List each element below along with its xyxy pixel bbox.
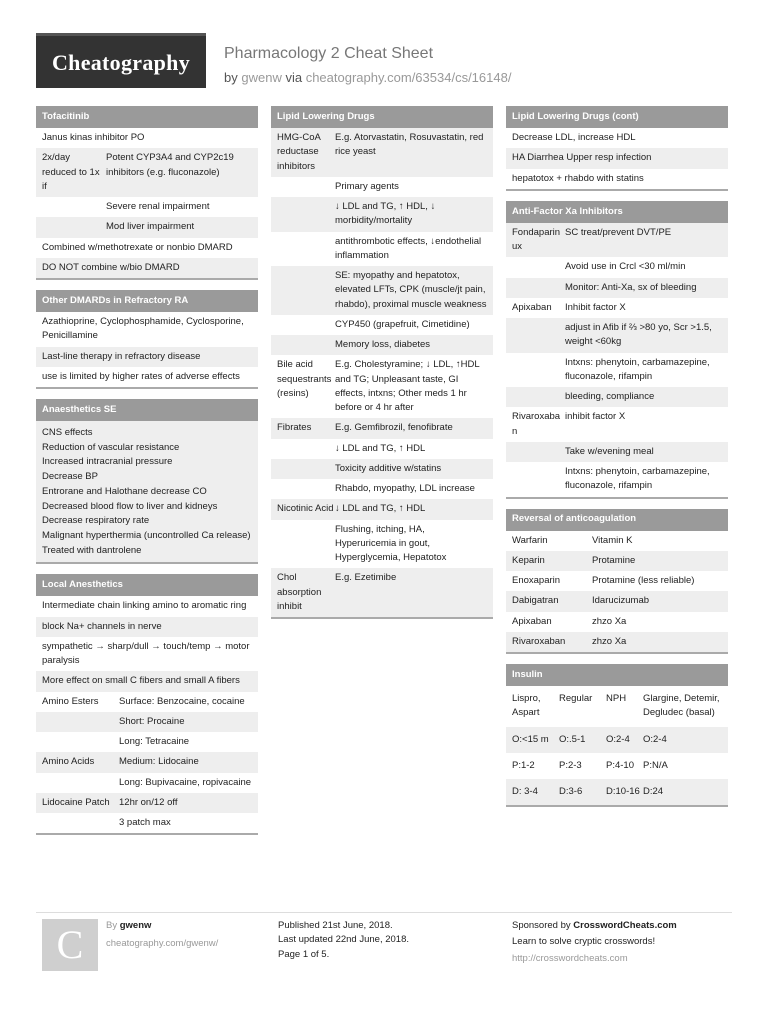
cell: ↓ LDL and TG, ↑ HDL (335, 442, 426, 454)
cell: zhzo Xa (592, 615, 627, 627)
section-title: Lipid Lowering Drugs (271, 106, 493, 128)
cell-empty (277, 318, 335, 332)
footer-sponsor (512, 919, 677, 966)
table-row (36, 217, 258, 237)
cell: E.g. Atorvastatin, Rosuvastatin, red rice yeast (335, 132, 484, 158)
cell: Toxicity additive w/statins (335, 462, 442, 474)
section-other-dmards (36, 290, 258, 389)
sponsor-url[interactable]: http://crosswordcheats.com (512, 952, 628, 964)
cell: Lispro, Aspart (512, 693, 541, 719)
cell: Monitor: Anti-Xa, sx of bleeding (565, 281, 697, 293)
cell-empty (512, 390, 565, 404)
cell-empty (277, 338, 335, 352)
section-reversal-anticoagulation (506, 509, 728, 655)
cell: Enoxaparin (512, 575, 561, 586)
updated-date: Last updated 22nd June, 2018. (278, 934, 410, 946)
cell: SC treat/prevent DVT/PE (565, 226, 672, 238)
cell: Bile acid sequestrants (resins) (277, 359, 332, 399)
table-row (271, 197, 493, 232)
cell: DO NOT combine w/bio DMARD (42, 261, 180, 273)
cell: Idarucizumab (592, 595, 650, 607)
table-row (506, 727, 728, 753)
cell: E.g. Ezetimibe (335, 572, 397, 584)
cell: Primary agents (335, 180, 399, 192)
column-1 (36, 106, 258, 845)
section-title: Tofacitinib (36, 106, 258, 128)
cell: More effect on small C fibers and small A fibers (42, 675, 240, 687)
byline-via: via (285, 70, 303, 85)
text-block (36, 421, 258, 562)
table-row (271, 520, 493, 569)
cell: Regular (559, 693, 593, 704)
cell: Chol absorption inhibit (277, 572, 322, 612)
cell: 2x/day reduced to 1x if (42, 152, 100, 192)
cell: E.g. Cholestyramine; ↓ LDL, ↑HDL and TG; Unpleasant taste, GI effects, intxns; Other meds 1 hr before or 4 hr after (335, 359, 480, 413)
section-title: Local Anesthetics (36, 574, 258, 596)
cell: Potent CYP3A4 and CYP2c19 inhibitors (e.g. fluconazole) (106, 152, 234, 178)
cell: Rivaroxaban (512, 635, 566, 647)
table-row (36, 712, 258, 732)
sheet-url-link[interactable]: cheatography.com/63534/cs/16148/ (305, 70, 512, 85)
cell: CYP450 (grapefruit, Cimetidine) (335, 318, 470, 330)
section-local-anesthetics (36, 574, 258, 835)
section-title: Other DMARDs in Refractory RA (36, 290, 258, 312)
cell: Glargine, Detemir, Degludec (basal) (643, 693, 720, 719)
list-item: Treated with dantrolene (42, 544, 142, 556)
table-row (506, 753, 728, 779)
section-lipid-lowering-cont (506, 106, 728, 191)
list-item: Decreased blood flow to liver and kidneys (42, 500, 218, 512)
page-footer (36, 912, 732, 982)
cell: O:<15 m (512, 733, 549, 745)
cell: P:4-10 (606, 759, 634, 771)
table-row (36, 367, 258, 387)
table-row (271, 418, 493, 438)
table-row (36, 813, 258, 833)
cell: Mod liver impairment (106, 221, 195, 233)
list-item: Reduction of vascular resistance (42, 441, 180, 453)
cell-empty (512, 445, 565, 459)
table-row (271, 568, 493, 617)
cell-empty (42, 816, 119, 830)
table-row (506, 169, 728, 189)
cell-empty (42, 200, 106, 214)
cell: 12hr on/12 off (119, 796, 178, 808)
table-row (271, 355, 493, 418)
author-link[interactable]: gwenw (241, 70, 282, 85)
table-row (506, 407, 728, 442)
cell: sympathetic → sharp/dull → touch/temp → motor paralysis (42, 640, 250, 667)
cell: Inhibit factor X (565, 301, 626, 313)
cell: D: 3-4 (512, 786, 538, 797)
cell: inhibit factor X (565, 411, 626, 423)
cell: ↓ LDL and TG, ↑ HDL, ↓ morbidity/mortality (335, 201, 436, 227)
column-3 (506, 106, 728, 817)
cell: HMG-CoA reductase inhibitors (277, 132, 321, 172)
cell: Intxns: phenytoin, carbamazepine, fluconazole, rifampin (565, 356, 710, 382)
table-row (506, 148, 728, 168)
footer-by: By (106, 920, 118, 931)
table-row (36, 197, 258, 217)
cell: Short: Procaine (119, 715, 185, 727)
cell-empty (277, 235, 335, 264)
table-row (271, 439, 493, 459)
table-row (506, 551, 728, 571)
cell: O:.5-1 (559, 733, 586, 745)
cell-empty (277, 269, 335, 312)
title-block (224, 42, 511, 88)
table-row (36, 732, 258, 752)
table-row (271, 232, 493, 267)
cell: D:3-6 (559, 786, 583, 797)
cell: Janus kinas inhibitor PO (42, 132, 145, 143)
cell-empty (42, 715, 119, 729)
page-title: Pharmacology 2 Cheat Sheet (224, 45, 434, 62)
cell: Intxns: phenytoin, carbamazepine, fluconazole, rifampin (565, 466, 710, 492)
table-row (506, 612, 728, 632)
cell: use is limited by higher rates of adverse effects (42, 370, 240, 382)
table-row (506, 298, 728, 318)
page-header (36, 36, 732, 88)
cell: D:24 (643, 786, 664, 797)
cell: O:2-4 (606, 733, 630, 745)
footer-dates (278, 919, 409, 962)
table-row (271, 479, 493, 499)
cell: Apixaban (512, 301, 552, 313)
table-row (36, 671, 258, 691)
table-row (271, 128, 493, 177)
cell: 3 patch max (119, 817, 171, 829)
cell-empty (277, 442, 335, 456)
cell: Nicotinic Acid (277, 503, 334, 515)
sponsor-link[interactable]: CrosswordCheats.com (573, 920, 677, 931)
table-row (36, 617, 258, 637)
footer-author (106, 919, 218, 952)
section-title: Anti-Factor Xa Inhibitors (506, 201, 728, 223)
cell: Protamine (592, 554, 636, 566)
cell: ↓ LDL and TG, ↑ HDL (335, 503, 426, 515)
table-row (36, 692, 258, 712)
cell: Flushing, itching, HA, Hyperuricemia in gout, Hyperglycemia, Hepatotox (335, 523, 447, 563)
table-row (506, 257, 728, 277)
cell-empty (512, 465, 565, 494)
cell: Protamine (less reliable) (592, 575, 695, 586)
cell: bleeding, compliance (565, 391, 655, 402)
cell: hepatotox + rhabdo with statins (512, 172, 644, 184)
cell-empty (277, 482, 335, 496)
table-row (506, 632, 728, 652)
table-row (506, 223, 728, 258)
section-insulin (506, 664, 728, 807)
cell-empty (512, 281, 565, 295)
table-row (506, 128, 728, 148)
cell-empty (277, 523, 335, 566)
table-row (506, 531, 728, 551)
column-2 (271, 106, 493, 629)
cell: Amino Esters (42, 695, 99, 707)
section-anti-factor-xa (506, 201, 728, 499)
page-number: Page 1 of 5. (278, 948, 330, 960)
cell-empty (512, 356, 565, 385)
published-date: Published 21st June, 2018. (278, 920, 393, 931)
section-lipid-lowering (271, 106, 493, 619)
table-row (506, 318, 728, 353)
cell: Amino Acids (42, 756, 95, 768)
cell: Take w/evening meal (565, 445, 654, 457)
cell: SE: myopathy and hepatotox, elevated LFTs, CPK (muscle/jt pain, rhabdo), proximal muscle weakness (335, 270, 487, 310)
byline (224, 68, 511, 88)
cell: Azathioprine, Cyclophosphamide, Cyclosporine, Penicillamine (42, 316, 244, 342)
list-item: Decrease respiratory rate (42, 515, 150, 527)
table-row (271, 177, 493, 197)
table-row (36, 793, 258, 813)
table-row (36, 773, 258, 793)
section-anaesthetics-se (36, 399, 258, 564)
table-row (506, 462, 728, 497)
table-row (506, 278, 728, 298)
cell: Intermediate chain linking amino to aromatic ring (42, 600, 247, 612)
cell: Last-line therapy in refractory disease (42, 350, 201, 362)
cell: Lidocaine Patch (42, 796, 110, 808)
table-row (36, 148, 258, 197)
list-item: CNS effects (42, 427, 93, 438)
cell: Vitamin K (592, 534, 633, 546)
cell: Severe renal impairment (106, 201, 210, 212)
cell: Keparin (512, 554, 545, 566)
table-row (36, 596, 258, 616)
cell-empty (277, 180, 335, 194)
list-item: Decrease BP (42, 471, 98, 483)
table-row (36, 637, 258, 672)
table-row (506, 591, 728, 611)
table-row (36, 752, 258, 772)
cell: Medium: Lidocaine (119, 756, 199, 768)
cell: D:10-16 (606, 786, 640, 797)
cell: Rhabdo, myopathy, LDL increase (335, 483, 475, 494)
cell: HA Diarrhea Upper resp infection (512, 152, 652, 164)
list-item: Entrorane and Halothane decrease CO (42, 485, 207, 497)
cell-empty (42, 735, 119, 749)
table-row (271, 459, 493, 479)
cheatography-logo[interactable]: Cheatography (36, 36, 206, 88)
table-row (36, 312, 258, 347)
list-item: Increased intracranial pressure (42, 456, 173, 468)
table-row (506, 686, 728, 727)
cell: Dabigatran (512, 595, 559, 607)
cell: Fibrates (277, 422, 312, 434)
cell: Long: Bupivacaine, ropivacaine (119, 776, 252, 788)
table-row (271, 315, 493, 335)
section-title: Insulin (506, 664, 728, 686)
cell: zhzo Xa (592, 635, 627, 647)
table-row (271, 335, 493, 355)
table-row (271, 266, 493, 315)
table-row (36, 128, 258, 148)
table-row (506, 387, 728, 407)
footer-author-link[interactable]: gwenw (119, 920, 152, 931)
cell: adjust in Afib if ⅔ >80 yo, Scr >1.5, weight <60kg (565, 322, 712, 348)
cell: Fondaparinux (512, 226, 561, 252)
cell: E.g. Gemfibrozil, fenofibrate (335, 422, 453, 434)
table-row (271, 499, 493, 519)
cell: Combined w/methotrexate or nonbio DMARD (42, 241, 233, 253)
cell-empty (277, 462, 335, 476)
cell: Apixaban (512, 615, 552, 627)
table-row (36, 238, 258, 258)
byline-by: by (224, 70, 238, 85)
table-row (506, 571, 728, 591)
cell-empty (512, 260, 565, 274)
cell: P:1-2 (512, 759, 535, 771)
table-row (506, 353, 728, 388)
cell: Decrease LDL, increase HDL (512, 132, 636, 143)
cell: P:N/A (643, 759, 668, 771)
cell-empty (512, 321, 565, 350)
table-row (36, 347, 258, 367)
section-title: Reversal of anticoagulation (506, 509, 728, 531)
cell: Long: Tetracaine (119, 736, 190, 748)
footer-author-url[interactable]: cheatography.com/gwenw/ (106, 938, 219, 950)
cell: antithrombotic effects, ↓endothelial inflammation (335, 235, 482, 261)
table-row (506, 779, 728, 805)
section-tofacitinib (36, 106, 258, 280)
section-title: Anaesthetics SE (36, 399, 258, 421)
sponsored-by: Sponsored by (512, 920, 571, 931)
cell-empty (42, 220, 106, 234)
author-avatar[interactable]: C (42, 919, 98, 971)
table-row (506, 442, 728, 462)
cell: P:2-3 (559, 759, 582, 771)
cell: Avoid use in Crcl <30 ml/min (565, 261, 686, 273)
cell: Surface: Benzocaine, cocaine (119, 695, 245, 707)
table-row (36, 258, 258, 278)
cell: block Na+ channels in nerve (42, 620, 162, 632)
section-title: Lipid Lowering Drugs (cont) (506, 106, 728, 128)
cell-empty (42, 776, 119, 790)
sponsor-text: Learn to solve cryptic crosswords! (512, 936, 656, 948)
cell-empty (277, 200, 335, 229)
cell: O:2-4 (643, 733, 667, 745)
list-item: Malignant hyperthermia (uncontrolled Ca release) (42, 530, 251, 542)
cell: Rivaroxaban (512, 411, 561, 437)
cell: Memory loss, diabetes (335, 339, 431, 350)
cell: NPH (606, 693, 627, 704)
cell: Warfarin (512, 534, 548, 546)
